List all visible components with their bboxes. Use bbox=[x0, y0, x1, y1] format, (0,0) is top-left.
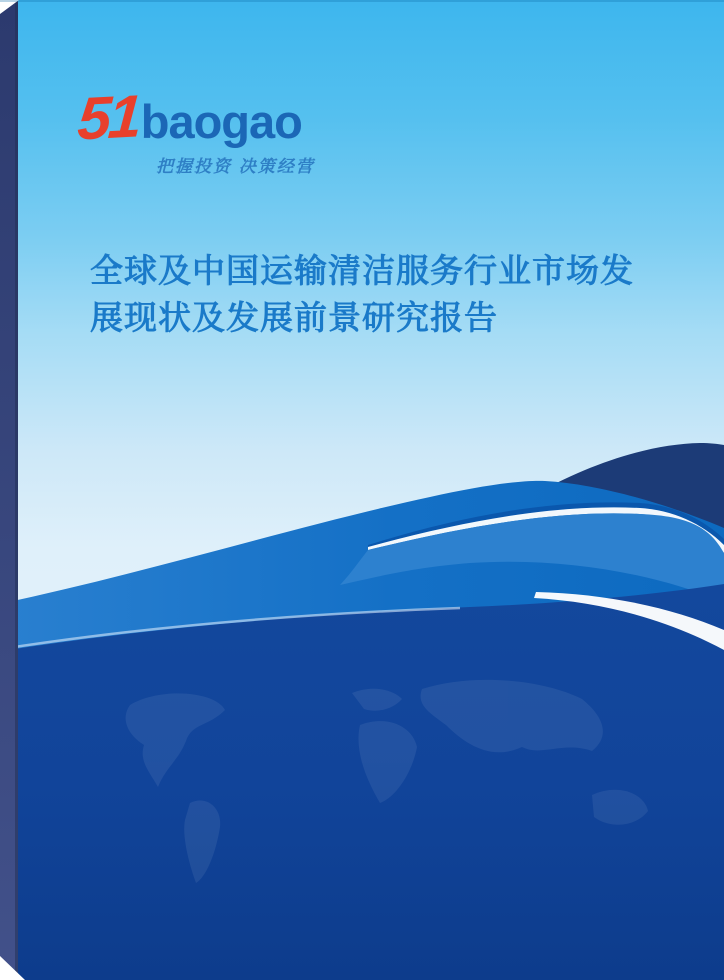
logo-prefix-51: 51 bbox=[75, 82, 142, 153]
wave-deep-mass bbox=[0, 584, 724, 980]
report-title: 全球及中国运输清洁服务行业市场发展现状及发展前景研究报告 bbox=[90, 252, 634, 337]
spine-bar-edge bbox=[15, 0, 18, 980]
logo bbox=[75, 82, 315, 177]
logo-tagline: 把握投资 决策经营 bbox=[156, 157, 315, 176]
logo-wordmark bbox=[75, 82, 315, 153]
logo-name-baogao: baogao bbox=[140, 95, 302, 148]
